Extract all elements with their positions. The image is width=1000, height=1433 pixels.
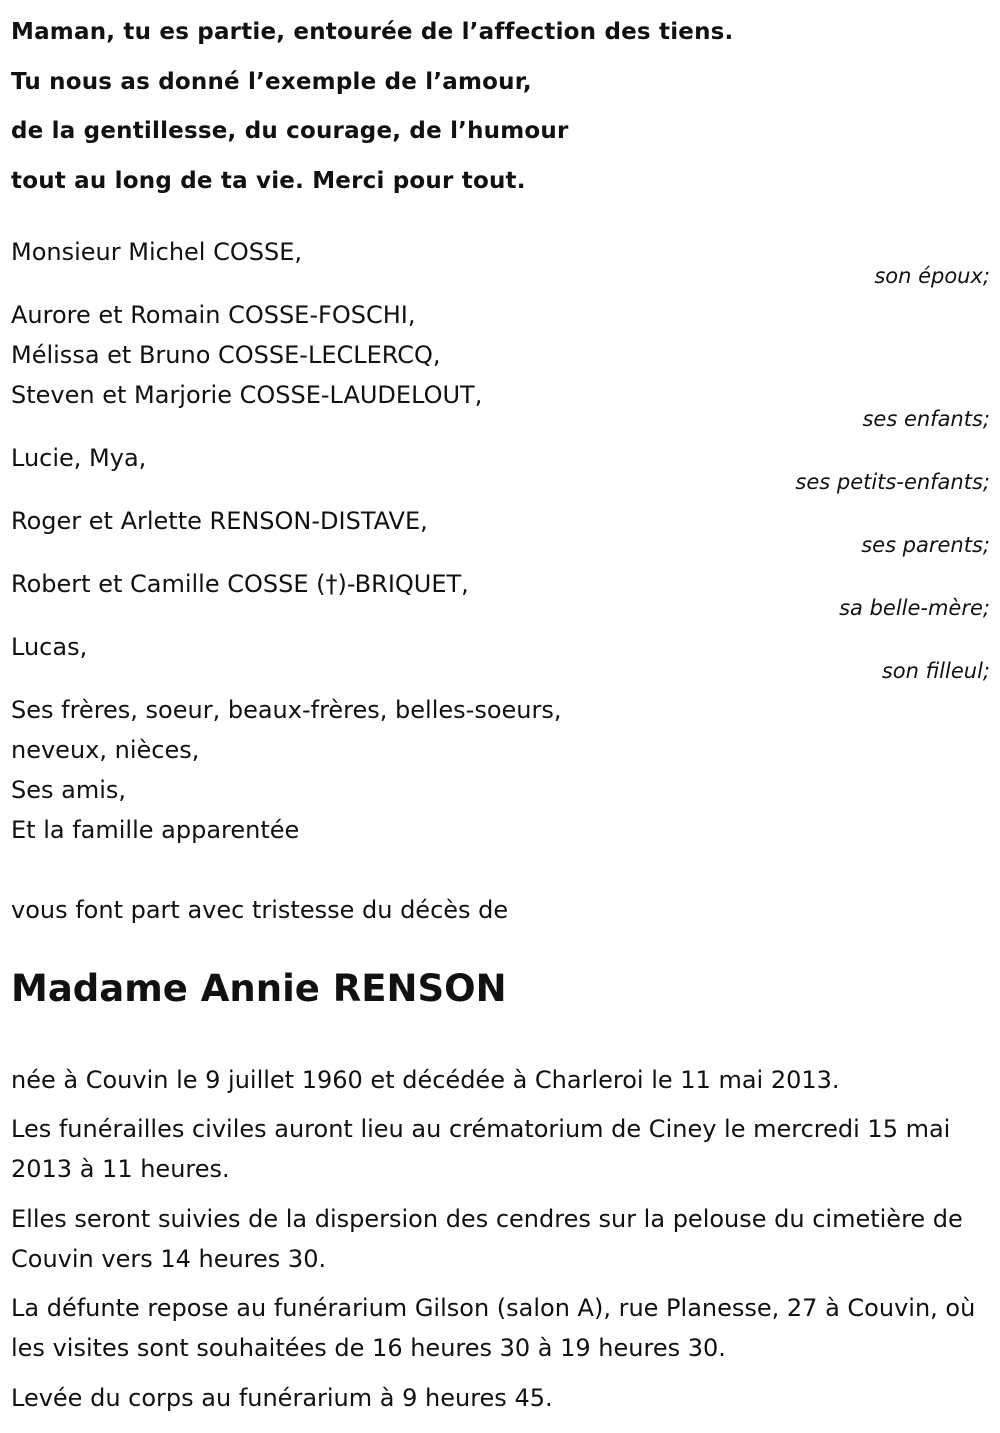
announcement-text: vous font part avec tristesse du décès de bbox=[11, 896, 509, 924]
intro-verse bbox=[11, 8, 733, 206]
other-relatives-line: Ses amis, bbox=[11, 776, 127, 804]
other-relatives-line: Et la famille apparentée bbox=[11, 816, 300, 844]
parents-names: Roger et Arlette RENSON-DISTAVE, bbox=[11, 507, 428, 535]
detail-paragraph: Levée du corps au funérarium à 9 heures 45. bbox=[11, 1384, 553, 1412]
inlaws-names: Robert et Camille COSSE (†)-BRIQUET, bbox=[11, 570, 469, 598]
child-name: Aurore et Romain COSSE-FOSCHI, bbox=[11, 301, 416, 329]
godson-role: son filleul; bbox=[881, 659, 990, 683]
children-role: ses enfants; bbox=[862, 407, 990, 431]
detail-paragraph: La défunte repose au funérarium Gilson (salon A), rue Planesse, 27 à Couvin, où les visites sont souhaitées de 16 heures 30 à 19 heures 30. bbox=[11, 1294, 976, 1362]
intro-line: Maman, tu es partie, entourée de l’affection des tiens. bbox=[11, 19, 734, 45]
detail-paragraph: Elles seront suivies de la dispersion des cendres sur la pelouse du cimetière de Couvin vers 14 heures 30. bbox=[11, 1205, 963, 1273]
godson-name: Lucas, bbox=[11, 633, 88, 661]
deceased-name: Madame Annie RENSON bbox=[11, 967, 507, 1010]
detail-paragraph: née à Couvin le 9 juillet 1960 et décédée à Charleroi le 11 mai 2013. bbox=[11, 1066, 840, 1094]
intro-line: de la gentillesse, du courage, de l’humour bbox=[11, 118, 569, 144]
parents-role: ses parents; bbox=[861, 533, 990, 557]
intro-line: tout au long de ta vie. Merci pour tout. bbox=[11, 167, 526, 194]
other-relatives-line: neveux, nièces, bbox=[11, 736, 200, 764]
child-name: Mélissa et Bruno COSSE-LECLERCQ, bbox=[11, 341, 441, 369]
intro-line: Tu nous as donné l’exemple de l’amour, bbox=[11, 68, 532, 95]
grandchildren-names: Lucie, Mya, bbox=[11, 444, 147, 472]
child-name: Steven et Marjorie COSSE-LAUDELOUT, bbox=[11, 381, 483, 409]
inlaws-role: sa belle-mère; bbox=[839, 596, 990, 620]
spouse-name: Monsieur Michel COSSE, bbox=[11, 238, 302, 266]
grandchildren-role: ses petits-enfants; bbox=[795, 470, 990, 494]
spouse-role: son époux; bbox=[874, 264, 990, 288]
detail-paragraph: Les funérailles civiles auront lieu au crématorium de Ciney le mercredi 15 mai 2013 à 11 heures. bbox=[11, 1115, 951, 1183]
other-relatives-line: Ses frères, soeur, beaux-frères, belles-soeurs, bbox=[11, 696, 562, 724]
